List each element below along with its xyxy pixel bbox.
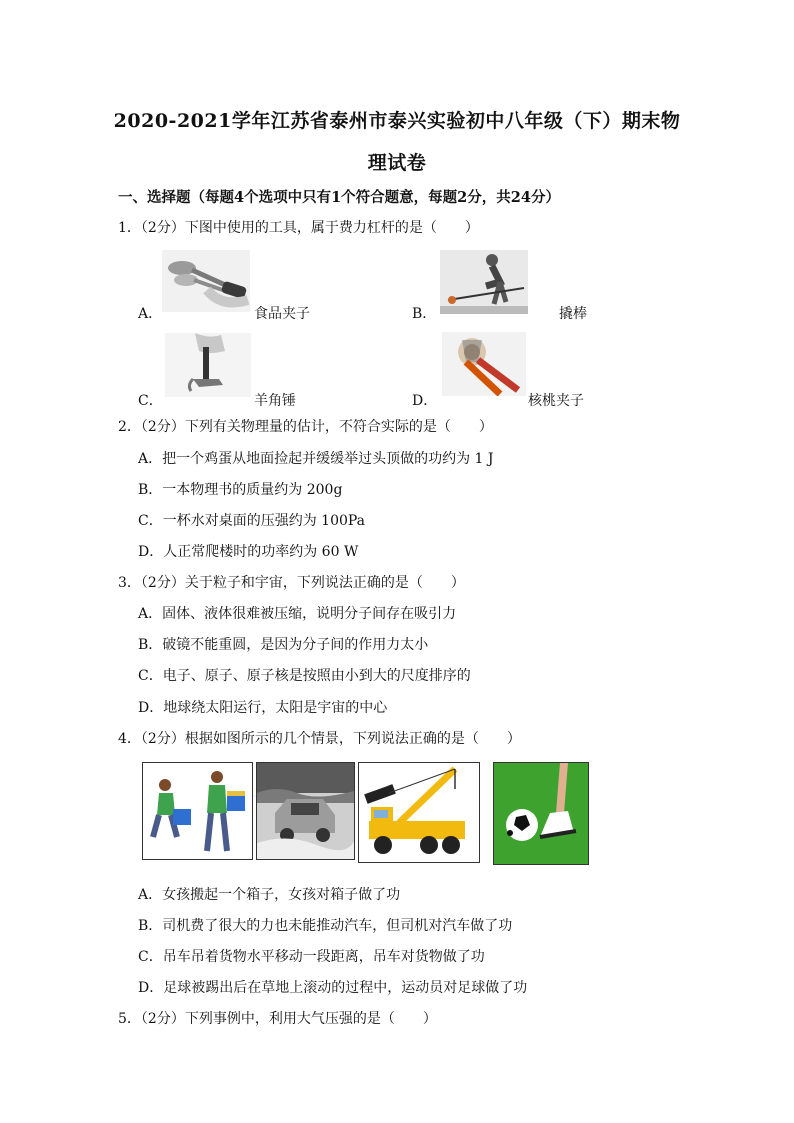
q3-option-d: D．地球绕太阳运行，太阳是宇宙的中心 bbox=[138, 700, 388, 716]
section-heading: 一、选择题（每题4个选项中只有1个符合题意，每题2分，共24分） bbox=[118, 189, 560, 206]
question-4-stem: 4．（2分）根据如图所示的几个情景，下列说法正确的是（ ） bbox=[118, 731, 521, 747]
q3-option-c: C．电子、原子、原子核是按照由小到大的尺度排序的 bbox=[138, 668, 471, 684]
q1-option-a-letter: A． bbox=[138, 306, 163, 322]
crowbar-photo bbox=[440, 250, 528, 314]
q4-option-c: C．吊车吊着货物水平移动一段距离，吊车对货物做了功 bbox=[138, 949, 485, 965]
q2-option-c: C．一杯水对桌面的压强约为 100Pa bbox=[138, 513, 366, 529]
exam-title-line1: 2020-2021学年江苏省泰州市泰兴实验初中八年级（下）期末物 bbox=[113, 110, 681, 132]
q3-option-b: B．破镜不能重圆，是因为分子间的作用力太小 bbox=[138, 637, 429, 653]
q1-option-a-caption: 食品夹子 bbox=[254, 306, 310, 322]
q4-option-b: B．司机费了很大的力也未能推动汽车，但司机对汽车做了功 bbox=[138, 918, 513, 934]
crane-truck-photo bbox=[358, 762, 480, 863]
q4-option-d: D．足球被踢出后在草地上滚动的过程中，运动员对足球做了功 bbox=[138, 980, 528, 996]
question-5-stem: 5．（2分）下列事例中，利用大气压强的是（ ） bbox=[118, 1011, 437, 1027]
q4-option-a: A．女孩搬起一个箱子，女孩对箱子做了功 bbox=[138, 887, 401, 903]
q2-option-a: A．把一个鸡蛋从地面捡起并缓缓举过头顶做的功约为 1 J bbox=[138, 451, 494, 467]
claw-hammer-photo bbox=[165, 333, 251, 397]
q2-option-d: D．人正常爬楼时的功率约为 60 W bbox=[138, 544, 359, 560]
nutcracker-photo bbox=[442, 332, 526, 396]
girl-lifting-box-photo bbox=[142, 762, 253, 860]
q1-option-c-letter: C． bbox=[138, 393, 163, 409]
exam-title-line2: 理试卷 bbox=[367, 152, 427, 174]
question-2-stem: 2．（2分）下列有关物理量的估计，不符合实际的是（ ） bbox=[118, 419, 493, 435]
q1-option-b-caption: 撬棒 bbox=[559, 306, 587, 322]
q3-option-a: A．固体、液体很难被压缩，说明分子间存在吸引力 bbox=[138, 606, 457, 622]
q1-option-c-caption: 羊角锤 bbox=[254, 393, 296, 409]
q1-option-d-letter: D． bbox=[412, 393, 438, 409]
football-kick-photo bbox=[493, 762, 589, 865]
q1-option-b-letter: B． bbox=[412, 306, 437, 322]
question-3-stem: 3．（2分）关于粒子和宇宙，下列说法正确的是（ ） bbox=[118, 575, 465, 591]
q2-option-b: B．一本物理书的质量约为 200g bbox=[138, 482, 343, 498]
q1-option-d-caption: 核桃夹子 bbox=[528, 393, 584, 409]
food-tongs-photo bbox=[162, 250, 250, 312]
car-in-snow-photo bbox=[256, 762, 355, 860]
question-1-stem: 1．（2分）下图中使用的工具，属于费力杠杆的是（ ） bbox=[118, 220, 479, 236]
